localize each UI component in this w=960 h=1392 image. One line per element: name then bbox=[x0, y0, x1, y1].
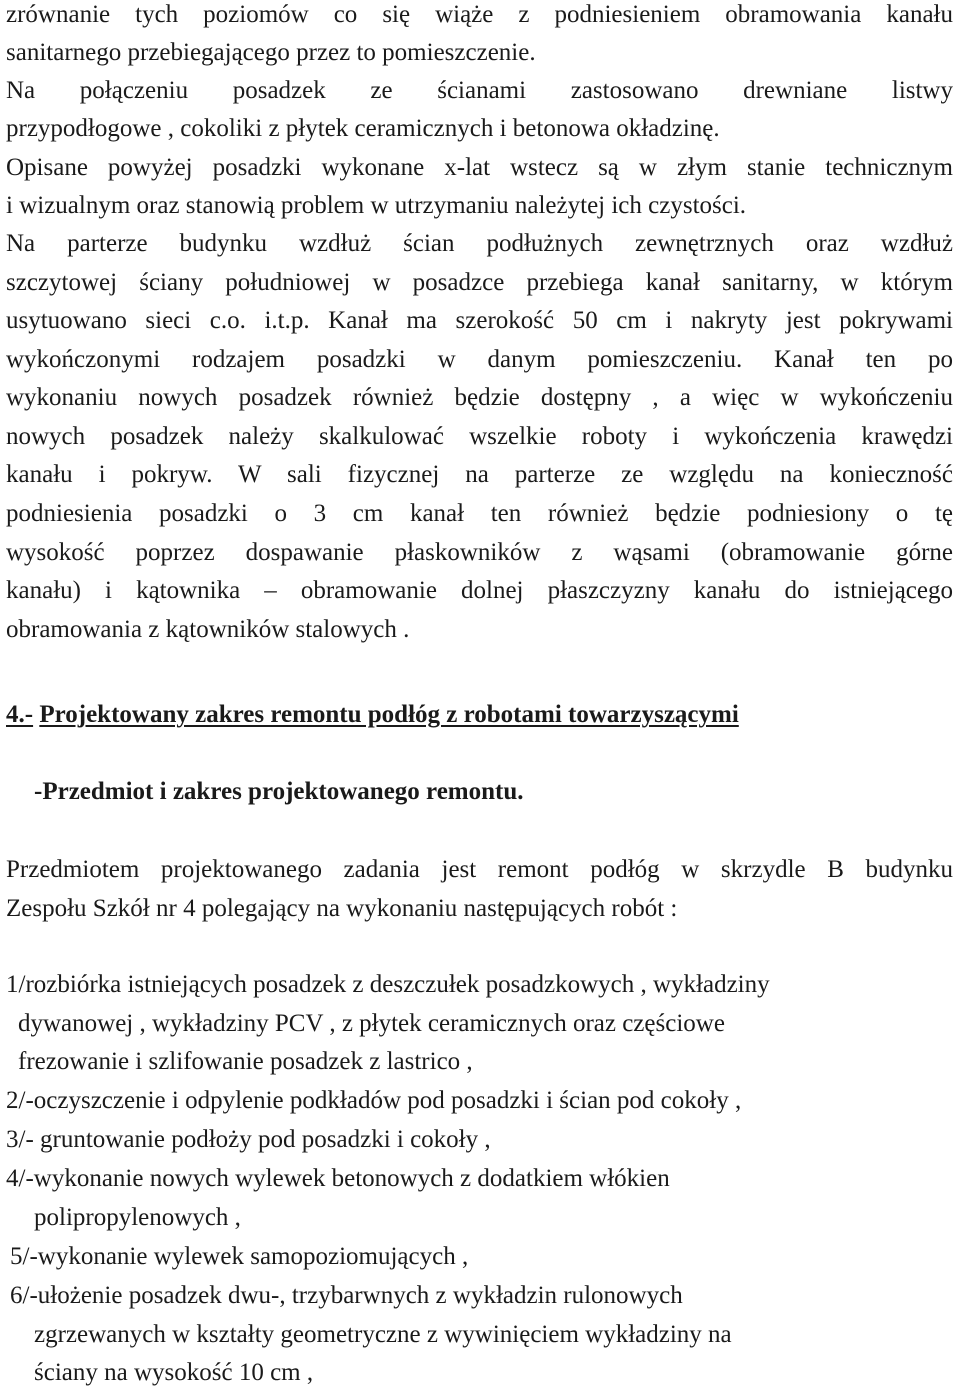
list-item-continuation: zgrzewanych w kształty geometryczne z wywinięciem wykładziny na bbox=[34, 1321, 732, 1348]
paragraph-line: wykończonymi rodzajem posadzki w danym pomieszczeniu. Kanał ten po bbox=[6, 346, 953, 373]
paragraph-line: Przedmiotem projektowanego zadania jest remont podłóg w skrzydle B budynku bbox=[6, 856, 953, 883]
subheading: -Przedmiot i zakres projektowanego remontu. bbox=[34, 778, 524, 805]
list-item-continuation: polipropylenowych , bbox=[34, 1204, 241, 1231]
paragraph-line: Opisane powyżej posadzki wykonane x-lat wstecz są w złym stanie technicznym bbox=[6, 154, 953, 181]
section-title: Projektowany zakres remontu podłóg z robotami towarzyszącymi bbox=[39, 701, 739, 728]
paragraph-line: kanału) i kątownika – obramowanie dolnej płaszczyzny kanału do istniejącego bbox=[6, 577, 953, 604]
paragraph-line: szczytowej ściany południowej w posadzce przebiega kanał sanitarny, w którym bbox=[6, 269, 953, 296]
list-item: 4/-wykonanie nowych wylewek betonowych z dodatkiem włókien bbox=[6, 1165, 670, 1192]
list-item-continuation: frezowanie i szlifowanie posadzek z lastrico , bbox=[18, 1048, 473, 1075]
paragraph-line: wysokość poprzez dospawanie płaskowników z wąsami (obramowanie górne bbox=[6, 539, 953, 566]
paragraph-line: i wizualnym oraz stanowią problem w utrzymaniu należytej ich czystości. bbox=[6, 192, 747, 219]
paragraph-line: Na parterze budynku wzdłuż ścian podłużnych zewnętrznych oraz wzdłuż bbox=[6, 230, 953, 257]
list-item: 1/rozbiórka istniejących posadzek z deszczułek posadzkowych , wykładziny bbox=[6, 971, 770, 998]
list-item-continuation: ściany na wysokość 10 cm , bbox=[34, 1359, 314, 1386]
paragraph-line: usytuowano sieci c.o. i.t.p. Kanał ma szerokość 50 cm i nakryty jest pokrywami bbox=[6, 307, 953, 334]
section-number: 4.- bbox=[6, 701, 34, 728]
list-item: 2/-oczyszczenie i odpylenie podkładów pod posadzki i ścian pod cokoły , bbox=[6, 1087, 742, 1114]
paragraph-line: kanału i pokryw. W sali fizycznej na parterze ze względu na konieczność bbox=[6, 461, 953, 488]
paragraph-line: nowych posadzek należy skalkulować wszelkie roboty i wykończenia krawędzi bbox=[6, 423, 953, 450]
list-item: 6/-ułożenie posadzek dwu-, trzybarwnych z wykładzin rulonowych bbox=[10, 1282, 683, 1309]
list-item: 5/-wykonanie wylewek samopoziomujących , bbox=[10, 1243, 469, 1270]
paragraph-line: zrównanie tych poziomów co się wiąże z podniesieniem obramowania kanału bbox=[6, 1, 953, 28]
list-item-continuation: dywanowej , wykładziny PCV , z płytek ceramicznych oraz częściowe bbox=[18, 1010, 725, 1037]
paragraph-line: sanitarnego przebiegającego przez to pomieszczenie. bbox=[6, 39, 536, 66]
paragraph-line: Na połączeniu posadzek ze ścianami zastosowano drewniane listwy bbox=[6, 77, 953, 104]
section-heading bbox=[6, 700, 953, 730]
list-item: 3/- gruntowanie podłoży pod posadzki i cokoły , bbox=[6, 1126, 491, 1153]
paragraph-line: obramowania z kątowników stalowych . bbox=[6, 616, 410, 643]
paragraph-line: wykonaniu nowych posadzek również będzie dostępny , a więc w wykończeniu bbox=[6, 384, 953, 411]
paragraph-line: Zespołu Szkół nr 4 polegający na wykonaniu następujących robót : bbox=[6, 895, 678, 922]
paragraph-line: podniesienia posadzki o 3 cm kanał ten również będzie podniesiony o tę bbox=[6, 500, 953, 527]
paragraph-line: przypodłogowe , cokoliki z płytek ceramicznych i betonowa okładzinę. bbox=[6, 115, 720, 142]
